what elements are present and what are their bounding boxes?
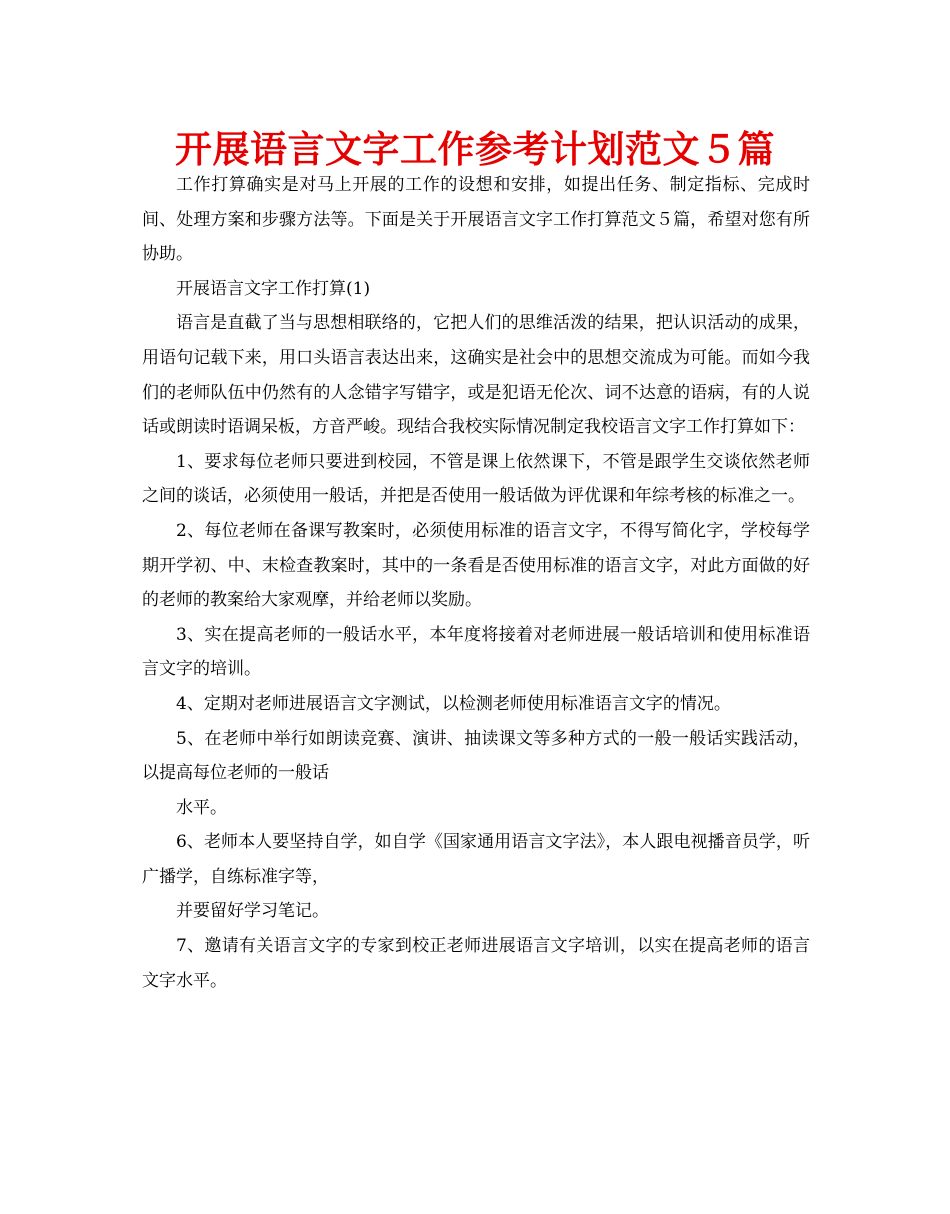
list-item: 7、邀请有关语言文字的专家到校正老师进展语言文字培训，以实在提高老师的语言文字水平。 bbox=[142, 936, 810, 991]
list-item: 5、在老师中举行如朗读竞赛、演讲、抽读课文等多种方式的一般一般话实践活动，以提高每位老师的一般话 bbox=[142, 728, 810, 784]
list-item-continuation: 并要留好学习笔记。 bbox=[176, 901, 329, 922]
section-heading: 开展语言文字工作打算(1) bbox=[176, 278, 371, 299]
document-body bbox=[142, 168, 810, 998]
list-item: 2、每位老师在备课写教案时，必须使用标准的语言文字，不得写简化字，学校每学期开学初、中、末检查教案时，其中的一条看是否使用标准的语言文字，对此方面做的好的老师的教案给大家观摩，并给老师以奖励。 bbox=[142, 520, 810, 611]
list-item: 3、实在提高老师的一般话水平，本年度将接着对老师进展一般话培训和使用标准语言文字的培训。 bbox=[142, 624, 810, 680]
body-paragraph: 语言是直截了当与思想相联络的，它把人们的思维活泼的结果，把认识活动的成果，用语句记载下来，用口头语言表达出来，这确实是社会中的思想交流成为可能。而如今我们的老师队伍中仍然有的人念错字写错字，或是犯语无伦次、词不达意的语病，有的人说话或朗读时语调呆板，方音严峻。现结合我校实际情况制定我校语言文字工作打算如下： bbox=[142, 313, 810, 438]
intro-paragraph: 工作打算确实是对马上开展的工作的设想和安排，如提出任务、制定指标、完成时间、处理方案和步骤方法等。下面是关于开展语言文字工作打算范文５篇，希望对您有所协助。 bbox=[142, 175, 810, 265]
list-item-continuation: 水平。 bbox=[176, 797, 227, 818]
list-item: 1、要求每位老师只要进到校园，不管是课上依然课下，不管是跟学生交谈依然老师之间的谈话，必须使用一般话，并把是否使用一般话做为评优课和年综考核的标准之一。 bbox=[142, 451, 810, 507]
list-item: 6、老师本人要坚持自学，如自学《国家通用语言文字法》，本人跟电视播音员学，听广播学，自练标准字等， bbox=[142, 832, 810, 887]
list-item: 4、定期对老师进展语言文字测试，以检测老师使用标准语言文字的情况。 bbox=[176, 693, 731, 714]
document-title: 开展语言文字工作参考计划范文５篇 bbox=[175, 128, 775, 171]
